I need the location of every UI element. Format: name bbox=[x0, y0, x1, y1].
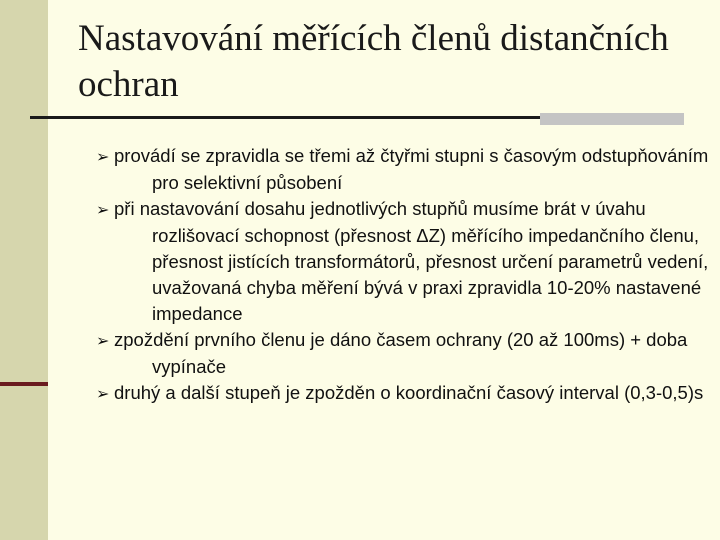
bullet-text: při nastavování dosahu jednotlivých stupňů musíme brát v úvahu rozlišovací schopnost (přesnost ΔZ) měřícího impedančního členu, přesnost jistících transformátorů, přesnost určení parametrů vedení, uvažovaná chyba měření bývá v praxi zpravidla 10-20% nastavené impedance bbox=[114, 198, 709, 324]
arrow-bullet-icon: ➢ bbox=[96, 200, 110, 219]
bullet-text: provádí se zpravidla se třemi až čtyřmi stupni s časovým odstupňováním pro selektivní působení bbox=[114, 145, 709, 193]
slide-title: Nastavování měřících členů distančních ochran bbox=[78, 18, 669, 105]
left-band-accent-line bbox=[0, 382, 48, 386]
bullet-text: zpoždění prvního členu je dáno časem ochrany (20 až 100ms) + doba vypínače bbox=[114, 329, 688, 377]
bullet-list bbox=[78, 143, 718, 407]
arrow-bullet-icon: ➢ bbox=[96, 384, 110, 403]
bullet-item bbox=[78, 380, 718, 407]
title-underline-shadow bbox=[540, 113, 684, 125]
bullet-item bbox=[78, 143, 718, 196]
arrow-bullet-icon: ➢ bbox=[96, 147, 110, 166]
title-underline-rule bbox=[30, 116, 542, 119]
bullet-text: druhý a další stupeň je zpožděn o koordinační časový interval (0,3-0,5)s bbox=[114, 382, 704, 403]
left-decorative-band bbox=[0, 0, 48, 540]
arrow-bullet-icon: ➢ bbox=[96, 331, 110, 350]
bullet-item bbox=[78, 327, 718, 380]
bullet-item bbox=[78, 196, 718, 327]
